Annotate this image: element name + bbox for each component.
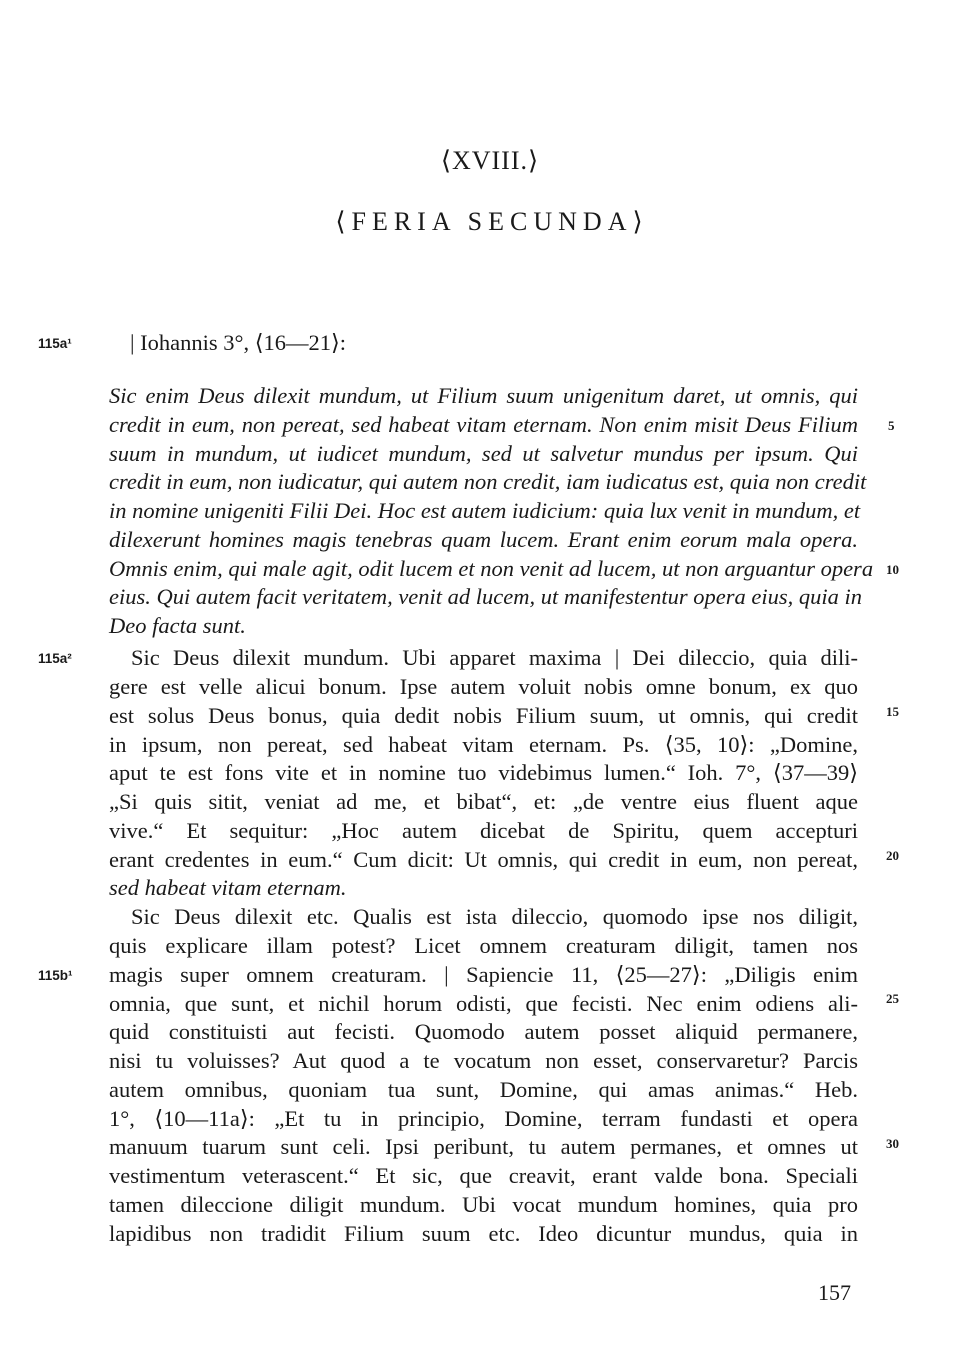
text-line: „Si quis sitit, veniat ad me, et bibat“, et: „de ventre eius fluent aque bbox=[109, 789, 858, 814]
text-line: aput te est fons vite et in nomine tuo videbimus lumen.“ Ioh. 7°, ⟨37—39⟩ bbox=[109, 760, 858, 785]
text-line: sed habeat vitam eternam. bbox=[109, 875, 347, 900]
line-number: 20 bbox=[886, 848, 899, 863]
text-line: est solus Deus bonus, quia dedit nobis Filium suum, ut omnis, qui credit bbox=[109, 703, 858, 728]
line-number: 15 bbox=[886, 704, 899, 719]
line-number: 10 bbox=[886, 562, 899, 577]
text-line: nisi tu voluisses? Aut quod a te vocatum non esset, conservaretur? Parcis bbox=[109, 1048, 858, 1073]
text-line: credit in eum, non pereat, sed habeat vitam eternam. Non enim misit Deus Filium bbox=[109, 412, 858, 437]
text-line: magis super omnem creaturam. | Sapiencie 11, ⟨25—27⟩: „Diligis enim bbox=[109, 962, 858, 987]
text-line: in ipsum, non pereat, sed habeat vitam eternam. Ps. ⟨35, 10⟩: „Domine, bbox=[109, 732, 858, 757]
text-line: Deo facta sunt. bbox=[109, 613, 246, 638]
text-line: dilexerunt homines magis tenebras quam lucem. Erant enim eorum mala opera. bbox=[109, 527, 858, 552]
section-title: ⟨FERIA SECUNDA⟩ bbox=[335, 207, 649, 236]
line-number: 30 bbox=[886, 1136, 899, 1151]
text-line: manuum tuarum sunt celi. Ipsi peribunt, tu autem permanes, et omnes ut bbox=[109, 1134, 858, 1159]
text-line: suum in mundum, ut iudicet mundum, sed ut salvetur mundus per ipsum. Qui bbox=[109, 441, 858, 466]
section-number: ⟨XVIII.⟩ bbox=[440, 146, 540, 175]
text-line: vive.“ Et sequitur: „Hoc autem dicebat de Spiritu, quem accepturi bbox=[109, 818, 858, 843]
text-line: tamen dileccione diligit mundum. Ubi vocat mundum homines, quia pro bbox=[109, 1192, 858, 1217]
text-line: gere est velle alicui bonum. Ipse autem voluit nobis omne bonum, ex quo bbox=[109, 674, 858, 699]
margin-ref: 115a² bbox=[38, 651, 72, 666]
text-line: autem omnibus, quoniam tua sunt, Domine, qui amas animas.“ Heb. bbox=[109, 1077, 858, 1102]
text-line: Sic Deus dilexit etc. Qualis est ista dileccio, quomodo ipse nos diligit, bbox=[131, 904, 858, 929]
margin-ref: 115b¹ bbox=[38, 968, 73, 983]
text-line: vestimentum veterascent.“ Et sic, que creavit, erant valde bona. Speciali bbox=[109, 1163, 858, 1188]
text-line: credit in eum, non iudicatur, qui autem non credit, iam iudicatus est, quia non credit bbox=[109, 469, 867, 494]
text-line: omnia, que sunt, et nichil horum odisti, que fecisti. Nec enim odiens ali- bbox=[109, 991, 858, 1016]
text-line: Sic enim Deus dilexit mundum, ut Filium suum unigenitum daret, ut omnis, qui bbox=[109, 383, 858, 408]
text-line: Omnis enim, qui male agit, odit lucem et non venit ad lucem, ut non arguantur opera bbox=[109, 556, 874, 581]
text-line: Sic Deus dilexit mundum. Ubi apparet maxima | Dei dileccio, quia dili- bbox=[131, 645, 858, 670]
text-line: quid constituisti aut fecisti. Quomodo autem posset aliquid permanere, bbox=[109, 1019, 858, 1044]
margin-ref: 115a¹ bbox=[38, 336, 72, 351]
text-line: erant credentes in eum.“ Cum dicit: Ut omnis, qui credit in eum, non pereat, bbox=[109, 847, 858, 872]
text-line: | Iohannis 3°, ⟨16—21⟩: bbox=[130, 330, 347, 355]
text-line: eius. Qui autem facit veritatem, venit ad lucem, ut manifestentur opera eius, quia in bbox=[109, 584, 862, 609]
text-line: in nomine unigeniti Filii Dei. Hoc est autem iudicium: quia lux venit in mundum, et bbox=[109, 498, 861, 523]
text-line: lapidibus non tradidit Filium suum etc. Ideo dicuntur mundus, quia in bbox=[109, 1221, 858, 1246]
line-number: 25 bbox=[886, 991, 899, 1006]
text-line: quis explicare illam potest? Licet omnem creaturam diligit, tamen nos bbox=[109, 933, 858, 958]
text-line: 1°, ⟨10—11a⟩: „Et tu in principio, Domine, terram fundasti et opera bbox=[109, 1106, 858, 1131]
line-number: 5 bbox=[888, 418, 895, 433]
page-number: 157 bbox=[818, 1280, 851, 1305]
